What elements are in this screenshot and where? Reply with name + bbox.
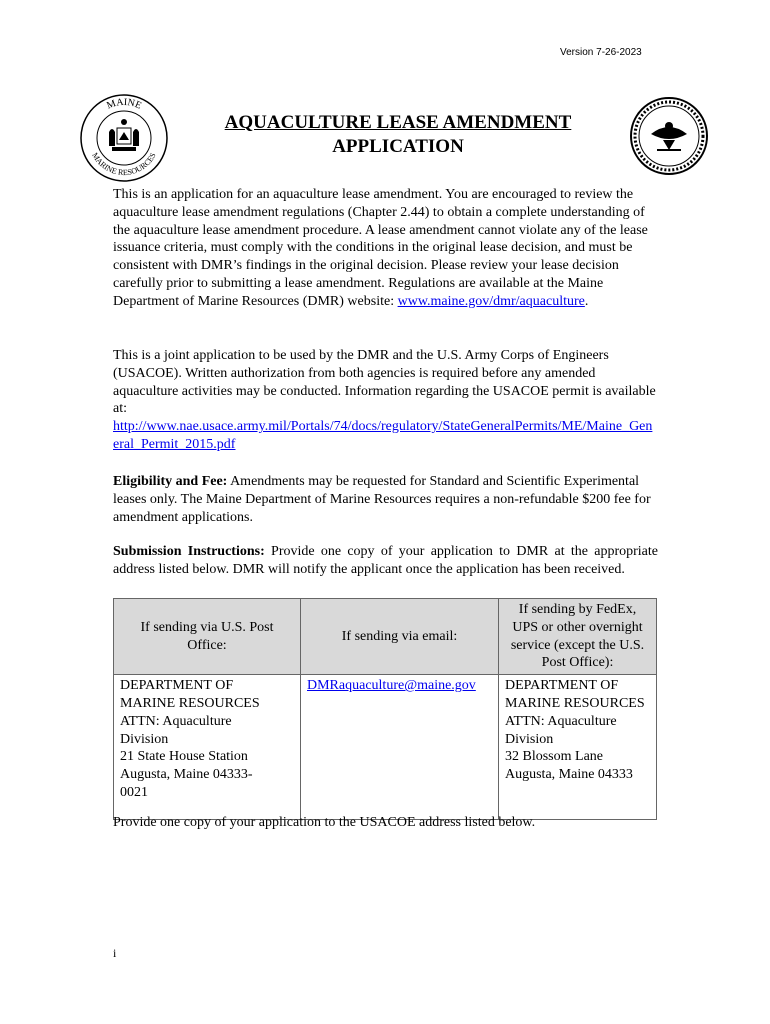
title-line-2: APPLICATION bbox=[332, 136, 464, 157]
submission-text: Provide one copy of your application to DMR at the appropriate address listed below. DMR will notify the applicant once the application has been received. bbox=[113, 544, 658, 577]
joint-text: This is a joint application to be used by the DMR and the U.S. Army Corps of Engineers (USACOE). Written authorization from both agencies is required before any amended aquaculture activities may be conducted. Information regarding the USACOE permit is available at: bbox=[113, 348, 656, 417]
eligibility-paragraph bbox=[113, 473, 658, 526]
joint-application-paragraph bbox=[113, 347, 658, 454]
address-table-header-row bbox=[114, 599, 657, 675]
seal-bottom-text: MARINE RESOURCES bbox=[90, 151, 158, 178]
email-cell bbox=[301, 675, 499, 820]
header-post-office: If sending via U.S. Post Office: bbox=[114, 599, 301, 675]
dmr-email-link[interactable]: DMRaquaculture@maine.gov bbox=[307, 678, 476, 694]
page-title bbox=[178, 111, 618, 159]
usacoe-note: Provide one copy of your application to the USACOE address listed below. bbox=[113, 815, 536, 830]
eligibility-label: Eligibility and Fee: bbox=[113, 474, 228, 489]
header-overnight: If sending by FedEx, UPS or other overnight service (except the U.S. Post Office): bbox=[499, 599, 657, 675]
intro-paragraph bbox=[113, 186, 658, 311]
header-email: If sending via email: bbox=[301, 599, 499, 675]
seal-top-text: MAINE bbox=[105, 96, 143, 112]
submission-label: Submission Instructions: bbox=[113, 544, 265, 559]
submission-paragraph bbox=[113, 543, 658, 579]
title-line-1: AQUACULTURE LEASE AMENDMENT bbox=[224, 112, 572, 133]
page-number: i bbox=[113, 946, 117, 960]
version-label: Version 7-26-2023 bbox=[560, 47, 642, 58]
intro-text: This is an application for an aquaculture lease amendment. You are encouraged to review the aquaculture lease amendment regulations (Chapter 2.44) to obtain a complete understanding of the aquaculture lease amendment procedure. A lease amendment cannot violate any of the lease issuance criteria, must comply with the conditions in the original lease decision, and must be consistent with DMR’s findings in the original decision. Please review your lease decision carefully prior to submitting a lease amendment. Regulations are available at the Maine Department of Marine Resources (DMR) website: bbox=[113, 187, 648, 309]
overnight-address: DEPARTMENT OF MARINE RESOURCES ATTN: Aquaculture Division 32 Blossom Lane Augusta, Maine 04333 bbox=[499, 675, 657, 820]
dmr-aquaculture-link[interactable]: www.maine.gov/dmr/aquaculture bbox=[397, 293, 585, 309]
usacoe-permit-link[interactable]: http://www.nae.usace.army.mil/Portals/74/docs/regulatory/StateGeneralPermits/ME/Maine_General_Permit_2015.pdf bbox=[113, 419, 653, 452]
address-table-row bbox=[114, 675, 657, 820]
intro-period: . bbox=[584, 293, 589, 309]
address-table bbox=[113, 598, 657, 820]
post-office-address: DEPARTMENT OF MARINE RESOURCES ATTN: Aquaculture Division 21 State House Station Augusta, Maine 04333- 0021 bbox=[114, 675, 301, 820]
department-seal bbox=[629, 96, 709, 176]
eligibility-text: Amendments may be requested for Standard and Scientific Experimental leases only. The Maine Department of Marine Resources requires a non-refundable $200 fee for amendment applications. bbox=[113, 474, 651, 525]
maine-marine-resources-seal bbox=[79, 92, 169, 184]
svg-text:MAINE bbox=[105, 97, 143, 112]
